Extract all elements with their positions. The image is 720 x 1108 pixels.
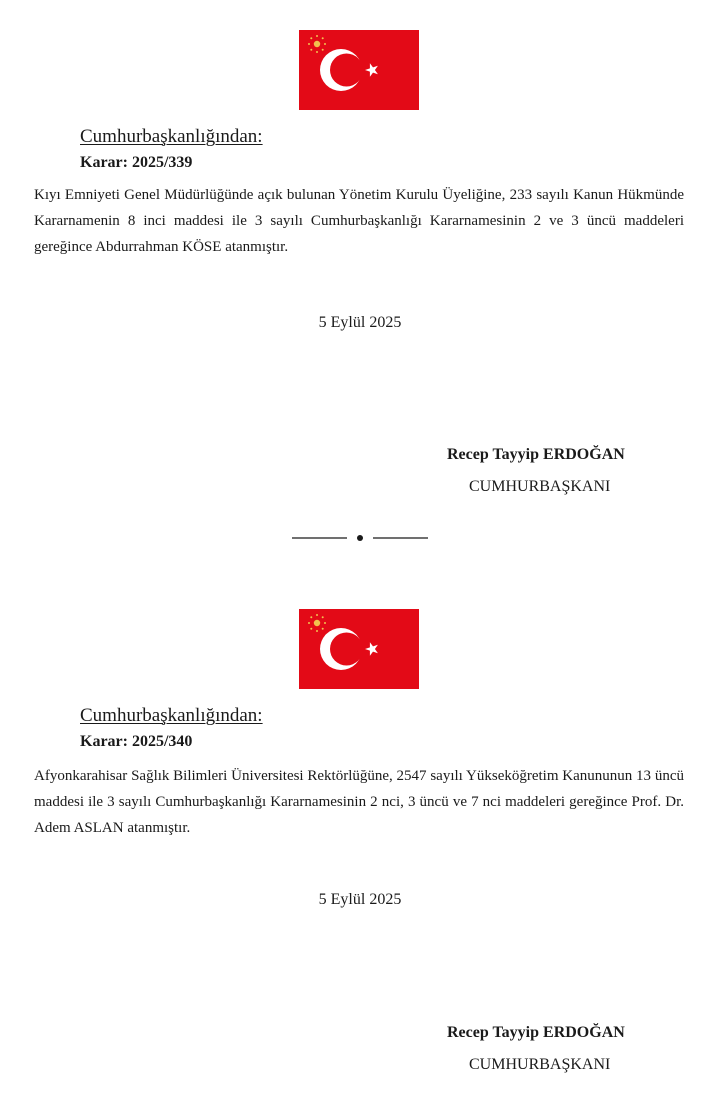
decision-heading: Cumhurbaşkanlığından:	[80, 705, 263, 726]
decision-heading: Cumhurbaşkanlığından:	[80, 126, 263, 147]
decision-number: Karar: 2025/340	[80, 733, 193, 750]
decision-body: Afyonkarahisar Sağlık Bilimleri Üniversitesi Rektörlüğüne, 2547 sayılı Yükseköğretim Kanununun 13 üncü maddesi ile 3 sayılı Cumhurbaşkanlığı Kararnamesinin 2 nci, 3 üncü ve 7 nci maddeleri gereğince Prof. Dr. Adem ASLAN atanmıştır.	[34, 768, 684, 836]
signatory-title: CUMHURBAŞKANI	[469, 478, 611, 495]
decision-number: Karar: 2025/339	[80, 154, 193, 171]
section-divider-icon	[290, 528, 430, 548]
signatory-name: Recep Tayyip ERDOĞAN	[447, 446, 625, 463]
decision-date: 5 Eylül 2025	[318, 891, 402, 908]
decision-body: Kıyı Emniyeti Genel Müdürlüğünde açık bulunan Yönetim Kurulu Üyeliğine, 233 sayılı Kanun Hükmünde Kararnamenin 8 inci maddesi ile 3 sayılı Cumhurbaşkanlığı Kararnamesinin 2 ve 3 üncü maddeleri gereğince Abdurrahman KÖSE atanmıştır.	[34, 187, 684, 255]
signatory-title: CUMHURBAŞKANI	[469, 1056, 611, 1073]
signatory-name: Recep Tayyip ERDOĞAN	[447, 1024, 625, 1041]
decision-date: 5 Eylül 2025	[318, 314, 402, 331]
turkish-flag-icon	[299, 609, 419, 689]
turkish-flag-icon	[299, 30, 419, 110]
